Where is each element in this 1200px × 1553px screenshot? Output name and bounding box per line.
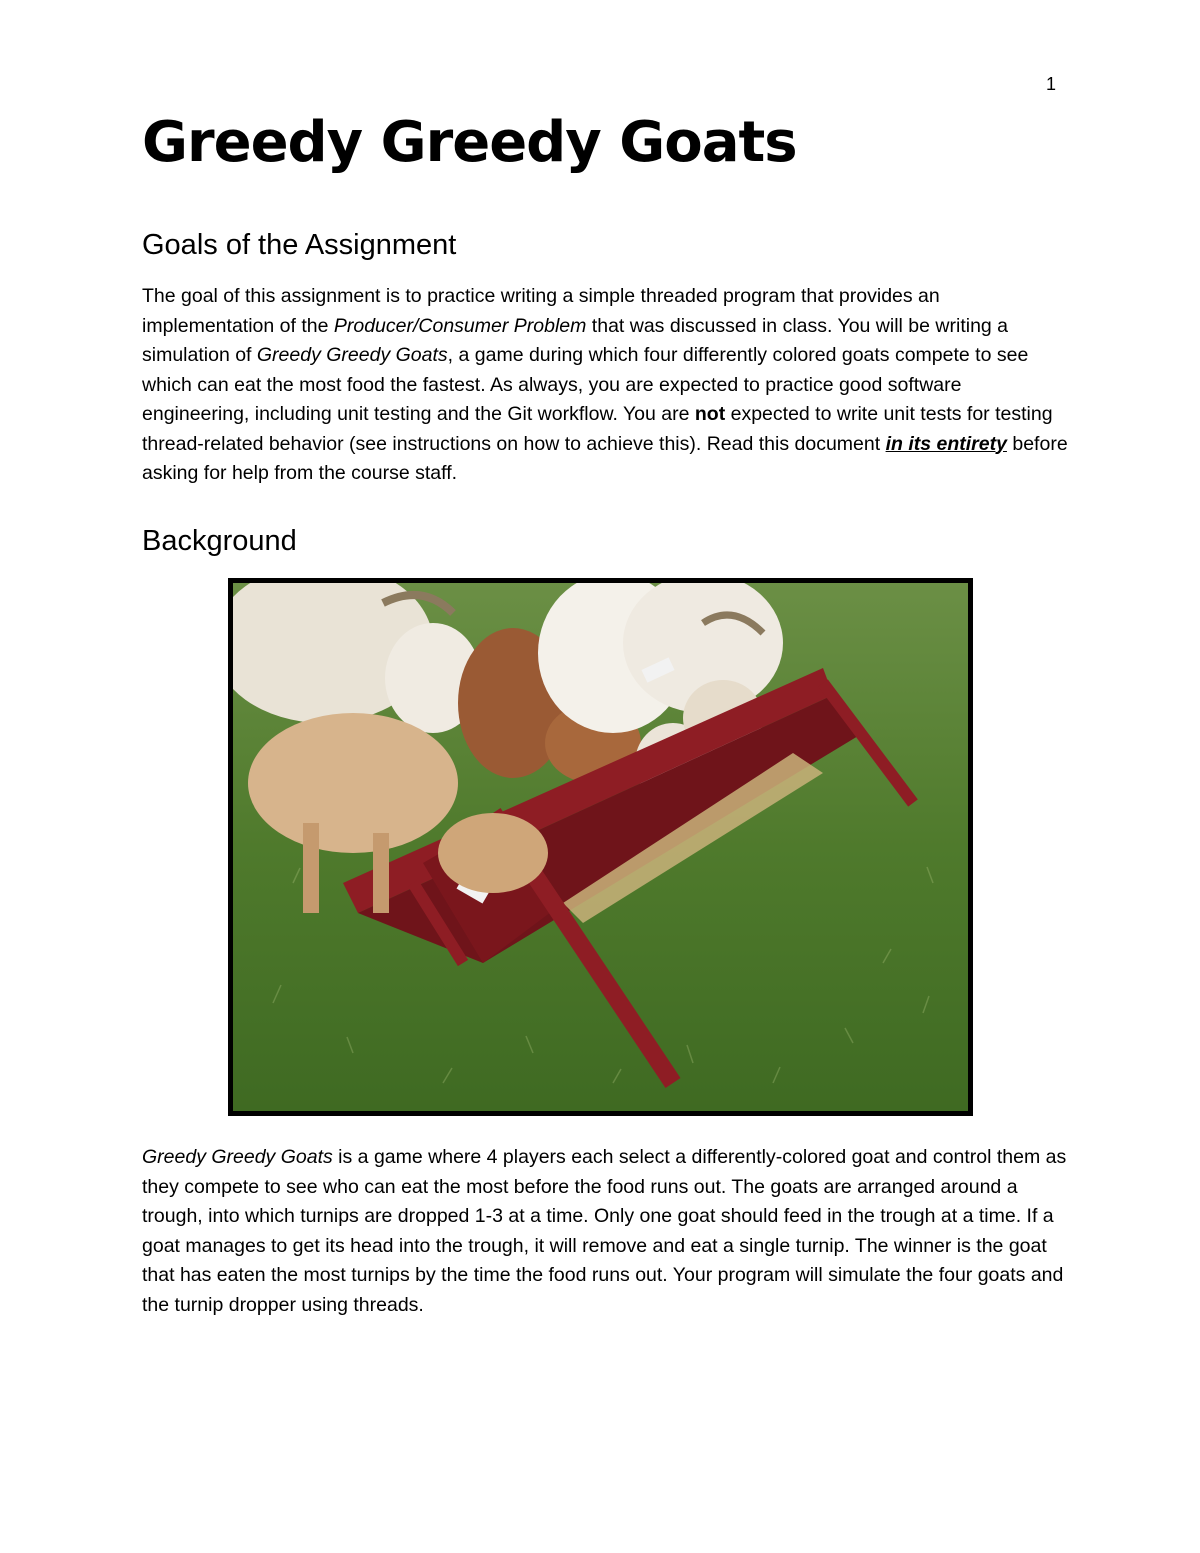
text-run: expected to write unit tests for testing thread-related behavior (see instructions on how to achieve this). Read this document [142, 403, 1053, 455]
photo-illustration [233, 583, 968, 1111]
goals-paragraph [142, 282, 1072, 489]
text-run: , a game during which four differently colored goats compete to see which can eat the most food the fastest. As always, you are expected to practice good software engineering, including unit testing and the Git workflow. You are [142, 344, 1029, 425]
page-number: 1 [1046, 74, 1057, 94]
document-title: Greedy Greedy Goats [142, 110, 797, 175]
goats-feeding-trough-photo [228, 578, 973, 1116]
goat-kid-head [438, 813, 548, 893]
text-run: that was discussed in class. You will be writing a simulation of [142, 314, 1009, 366]
bold-not: not [694, 403, 726, 425]
goat-kid-body [248, 713, 458, 853]
italic-game-name: Greedy Greedy Goats [256, 344, 448, 366]
section-heading-background: Background [142, 525, 297, 557]
goat-kid-leg [373, 833, 389, 913]
italic-term-producer-consumer: Producer/Consumer Problem [333, 314, 587, 337]
text-run: before asking for help from the course staff. [142, 432, 1068, 484]
italic-game-name: Greedy Greedy Goats [142, 1146, 333, 1168]
goat-kid-leg [303, 823, 319, 913]
text-run: is a game where 4 players each select a differently-colored goat and control them as they compete to see who can eat the most before the food runs out. The goats are arranged around a trough, into which turnips are dropped 1-3 at a time. Only one goat should feed in the trough at a time. If a goat manages to get its head into the trough, it will remove and eat a single turnip. The winner is the goat that has eaten the most turnips by the time the food runs out. Your program will simulate the four goats and the turnip dropper using threads. [142, 1146, 1067, 1316]
emphasis-in-its-entirety: in its entirety [885, 432, 1007, 455]
text-run: The goal of this assignment is to practice writing a simple threaded program that provides an implementation of the [142, 285, 940, 337]
background-paragraph [142, 1143, 1072, 1320]
section-heading-goals: Goals of the Assignment [142, 229, 457, 261]
